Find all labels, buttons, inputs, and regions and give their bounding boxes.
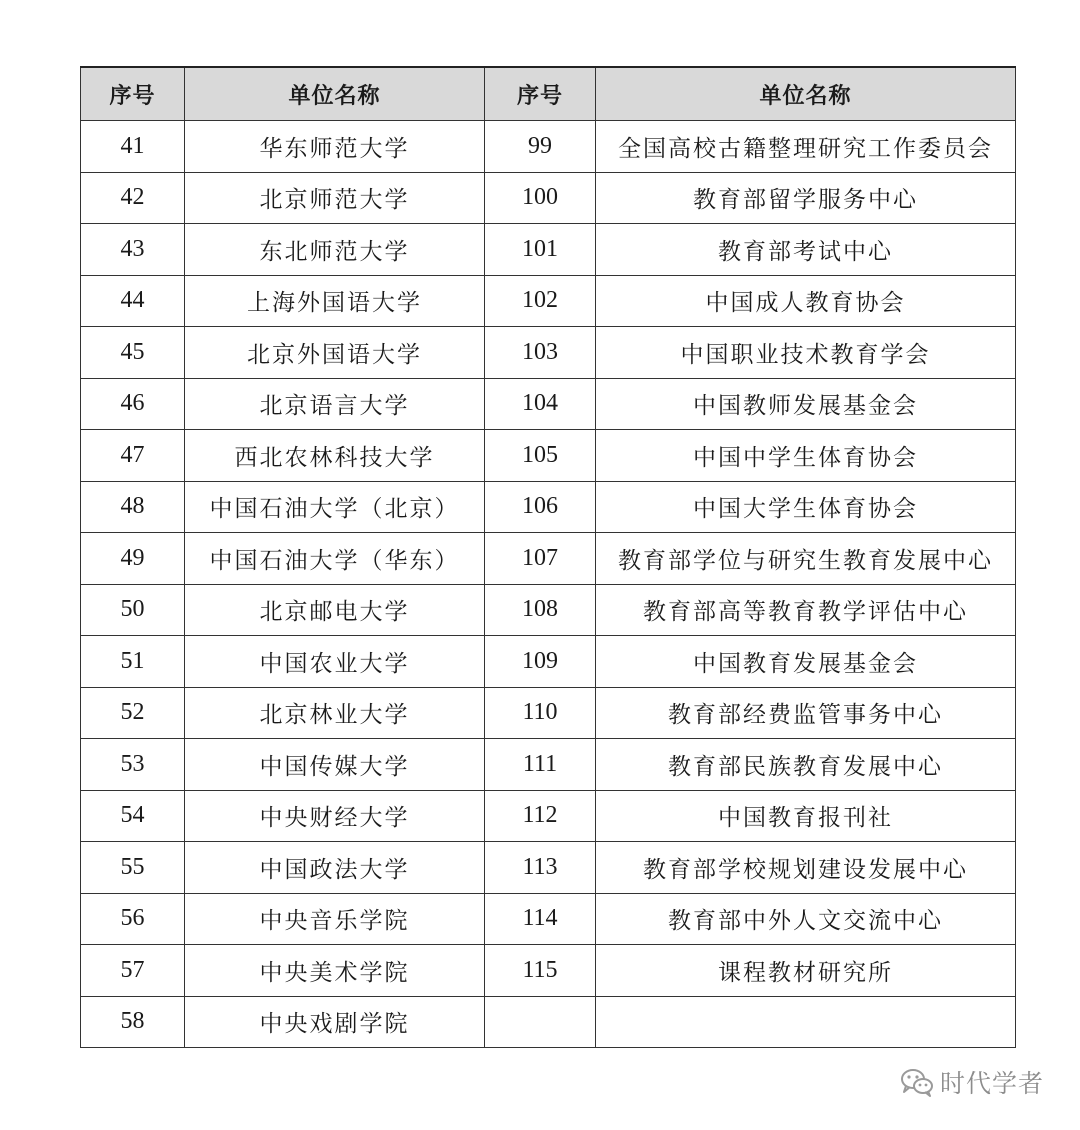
- unit-name-cell-right: 中国教师发展基金会: [596, 378, 1016, 430]
- serial-number-cell-right: 112: [485, 790, 596, 842]
- serial-number-cell-left: 45: [81, 327, 185, 379]
- table-row: [81, 687, 1016, 739]
- serial-number-cell-right: 108: [485, 584, 596, 636]
- header-serial-number-left: 序号: [81, 67, 185, 121]
- serial-number-cell-right: 109: [485, 636, 596, 688]
- table-row: [81, 996, 1016, 1048]
- unit-name-cell-left: 北京邮电大学: [185, 584, 485, 636]
- table-row: [81, 945, 1016, 997]
- unit-name-cell-left: 中央美术学院: [185, 945, 485, 997]
- unit-name-cell-right: 教育部学位与研究生教育发展中心: [596, 533, 1016, 585]
- unit-name-cell-left: 上海外国语大学: [185, 275, 485, 327]
- table-header-row: [81, 67, 1016, 121]
- unit-name-cell-left: 中国传媒大学: [185, 739, 485, 791]
- serial-number-cell-left: 53: [81, 739, 185, 791]
- serial-number-cell-left: 48: [81, 481, 185, 533]
- serial-number-cell-left: 56: [81, 893, 185, 945]
- table-row: [81, 378, 1016, 430]
- table-row: [81, 842, 1016, 894]
- serial-number-cell-right: 106: [485, 481, 596, 533]
- serial-number-cell-left: 41: [81, 121, 185, 173]
- table-row: [81, 739, 1016, 791]
- unit-name-cell-left: 东北师范大学: [185, 224, 485, 276]
- unit-name-cell-left: 华东师范大学: [185, 121, 485, 173]
- serial-number-cell-left: 50: [81, 584, 185, 636]
- table-row: [81, 790, 1016, 842]
- unit-name-cell-left: 中央戏剧学院: [185, 996, 485, 1048]
- table-row: [81, 172, 1016, 224]
- table-row: [81, 893, 1016, 945]
- unit-name-cell-right: 教育部经费监管事务中心: [596, 687, 1016, 739]
- header-unit-name-right: 单位名称: [596, 67, 1016, 121]
- serial-number-cell-left: 58: [81, 996, 185, 1048]
- header-unit-name-left: 单位名称: [185, 67, 485, 121]
- serial-number-cell-left: 43: [81, 224, 185, 276]
- serial-number-cell-right: 110: [485, 687, 596, 739]
- unit-name-cell-left: 北京林业大学: [185, 687, 485, 739]
- unit-name-cell-left: 北京外国语大学: [185, 327, 485, 379]
- unit-name-cell-right: 教育部留学服务中心: [596, 172, 1016, 224]
- serial-number-cell-right: 113: [485, 842, 596, 894]
- watermark-text: 时代学者: [939, 1069, 1044, 1098]
- serial-number-cell-right: 111: [485, 739, 596, 791]
- serial-number-cell-left: 52: [81, 687, 185, 739]
- table-row: [81, 481, 1016, 533]
- serial-number-cell-right: 107: [485, 533, 596, 585]
- unit-name-cell-right: [596, 996, 1016, 1048]
- serial-number-cell-left: 44: [81, 275, 185, 327]
- serial-number-cell-right: 101: [485, 224, 596, 276]
- unit-name-cell-right: 教育部学校规划建设发展中心: [596, 842, 1016, 894]
- watermark: [900, 1064, 1044, 1100]
- unit-name-cell-left: 中国石油大学（华东）: [185, 533, 485, 585]
- unit-name-cell-right: 教育部考试中心: [596, 224, 1016, 276]
- unit-name-cell-left: 中国农业大学: [185, 636, 485, 688]
- unit-name-cell-right: 教育部高等教育教学评估中心: [596, 584, 1016, 636]
- unit-name-cell-left: 中央音乐学院: [185, 893, 485, 945]
- serial-number-cell-right: 99: [485, 121, 596, 173]
- unit-name-cell-right: 教育部中外人文交流中心: [596, 893, 1016, 945]
- unit-list-table: [80, 66, 1016, 1048]
- unit-name-cell-right: 中国教育报刊社: [596, 790, 1016, 842]
- serial-number-cell-right: 102: [485, 275, 596, 327]
- serial-number-cell-right: 104: [485, 378, 596, 430]
- unit-name-cell-left: 西北农林科技大学: [185, 430, 485, 482]
- unit-name-cell-right: 中国大学生体育协会: [596, 481, 1016, 533]
- unit-name-cell-left: 中央财经大学: [185, 790, 485, 842]
- table-row: [81, 121, 1016, 173]
- unit-name-cell-right: 全国高校古籍整理研究工作委员会: [596, 121, 1016, 173]
- serial-number-cell-left: 57: [81, 945, 185, 997]
- serial-number-cell-left: 51: [81, 636, 185, 688]
- unit-name-cell-right: 教育部民族教育发展中心: [596, 739, 1016, 791]
- wechat-icon: [900, 1067, 934, 1097]
- unit-name-cell-right: 中国教育发展基金会: [596, 636, 1016, 688]
- serial-number-cell-left: 55: [81, 842, 185, 894]
- table-row: [81, 533, 1016, 585]
- serial-number-cell-right: [485, 996, 596, 1048]
- serial-number-cell-left: 54: [81, 790, 185, 842]
- unit-name-cell-right: 中国成人教育协会: [596, 275, 1016, 327]
- unit-name-cell-right: 课程教材研究所: [596, 945, 1016, 997]
- serial-number-cell-right: 105: [485, 430, 596, 482]
- unit-name-cell-left: 中国政法大学: [185, 842, 485, 894]
- table-row: [81, 636, 1016, 688]
- table-row: [81, 327, 1016, 379]
- header-serial-number-right: 序号: [485, 67, 596, 121]
- table-row: [81, 224, 1016, 276]
- serial-number-cell-left: 49: [81, 533, 185, 585]
- table-body: [81, 121, 1016, 1048]
- serial-number-cell-left: 46: [81, 378, 185, 430]
- serial-number-cell-right: 103: [485, 327, 596, 379]
- serial-number-cell-right: 115: [485, 945, 596, 997]
- table-row: [81, 430, 1016, 482]
- serial-number-cell-left: 42: [81, 172, 185, 224]
- serial-number-cell-right: 114: [485, 893, 596, 945]
- unit-name-cell-left: 北京语言大学: [185, 378, 485, 430]
- serial-number-cell-right: 100: [485, 172, 596, 224]
- unit-name-cell-right: 中国职业技术教育学会: [596, 327, 1016, 379]
- unit-name-cell-right: 中国中学生体育协会: [596, 430, 1016, 482]
- table-row: [81, 275, 1016, 327]
- unit-name-cell-left: 北京师范大学: [185, 172, 485, 224]
- unit-name-cell-left: 中国石油大学（北京）: [185, 481, 485, 533]
- table-row: [81, 584, 1016, 636]
- serial-number-cell-left: 47: [81, 430, 185, 482]
